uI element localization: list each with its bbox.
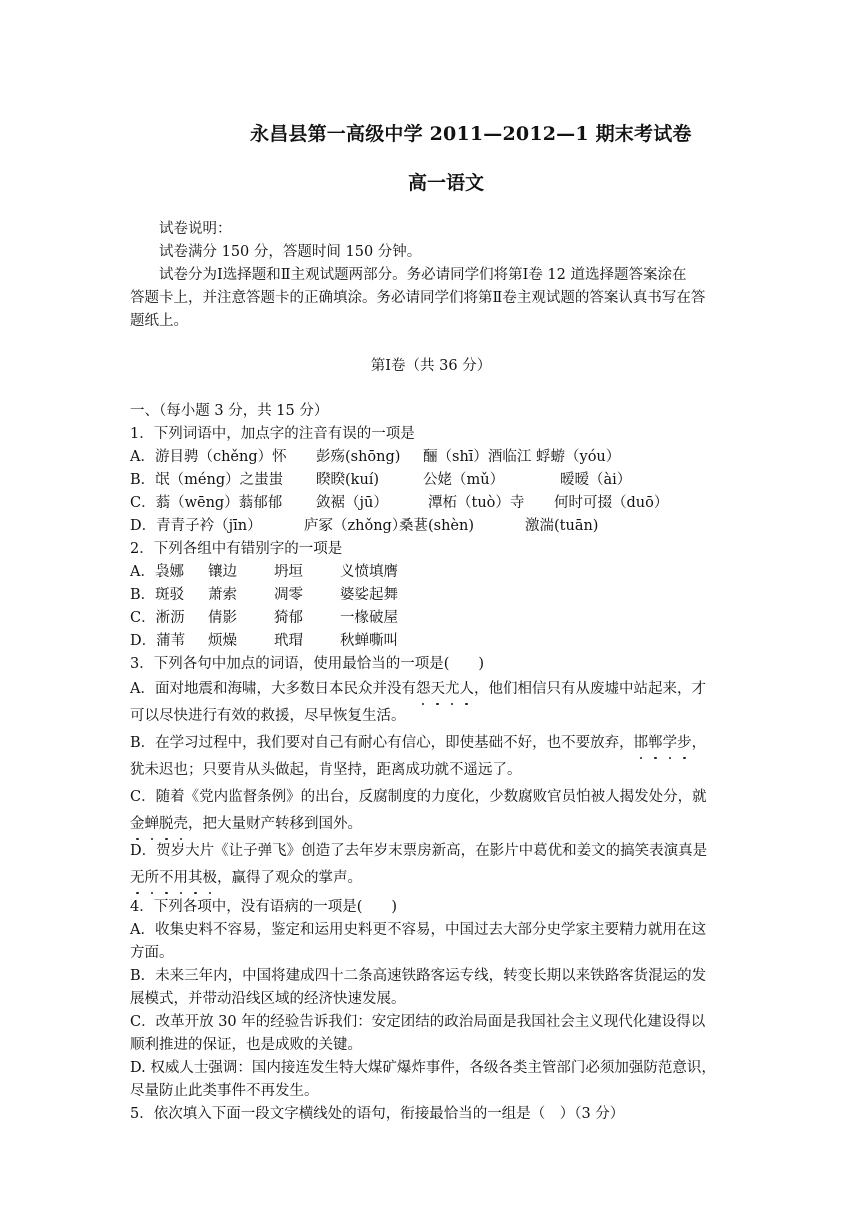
question-stem: 1．下列词语中，加点字的注音有误的一项是 (130, 426, 415, 442)
instructions-heading: 试卷说明： (159, 221, 232, 237)
dotted-char: 郸 (648, 730, 663, 757)
instructions-line: 题纸上。 (130, 313, 188, 329)
option-row: A．游目骋（chěng）怀 彭殇(shōng) 酾（shī）酒临江 蜉蝣（yóu） (130, 449, 621, 465)
dotted-char: 步 (677, 730, 692, 757)
option-text: 金蝉脱壳，把大量财产转移到国外。 (130, 811, 732, 838)
dotted-char: 怨 (416, 676, 431, 703)
instructions-line: 试卷满分 150 分，答题时间 150 分钟。 (159, 244, 422, 260)
exam-body (130, 218, 732, 1126)
option-text: 犹未迟也；只要肯从头做起，肯坚持，距离成功就不遥远了。 (130, 762, 522, 778)
dotted-char: 蝉 (145, 811, 160, 838)
option-row: C．淅沥 倩影 猗郁 一椽破屋 (130, 610, 398, 626)
option-row: D．青青子衿（jīn） 庐冢（zhǒng）桑葚(shèn) 激湍(tuān) (130, 518, 599, 534)
option-text: 无所不用其极，赢得了观众的掌声。 (130, 865, 732, 892)
dotted-char: 尤 (445, 676, 460, 703)
dotted-char: 无 (130, 865, 145, 892)
option-row: D．蒲苇 烦燥 玳瑁 秋蝉嘶叫 (130, 633, 398, 649)
option-row: A．袅娜 镶边 坍垣 义愤填膺 (130, 564, 398, 580)
dotted-char: 壳 (174, 811, 189, 838)
dotted-word (634, 735, 692, 751)
question-stem: 5．依次填入下面一段文字横线处的语句，衔接最恰当的一组是（ ）（3 分） (130, 1106, 625, 1122)
dotted-char: 其 (188, 865, 203, 892)
question-stem: 3．下列各句中加点的词语，使用最恰当的一项是( ) (130, 656, 485, 672)
option-text: D. 权威人士强调：国内接连发生特大煤矿爆炸事件，各级各类主管部门必须加强防范意识， (130, 1060, 716, 1076)
dotted-char: 学 (663, 730, 678, 757)
dotted-word (130, 870, 217, 886)
dotted-char: 天 (430, 676, 445, 703)
dotted-char: 用 (174, 865, 189, 892)
option-text: C．随着《党内监督条例》的出台，反腐制度的力度化，少数腐败官员怕被人揭发处分，就 (130, 789, 707, 805)
dotted-char: 金 (130, 811, 145, 838)
dotted-word (130, 816, 188, 832)
option-text: C．改革开放 30 年的经验告诉我们：安定团结的政治局面是我国社会主义现代化建设得以 (130, 1014, 706, 1030)
part-title: 第Ⅰ卷（共 36 分） (370, 358, 492, 374)
dotted-char: 邯 (634, 730, 649, 757)
instructions-line: 答题卡上，并注意答题卡的正确填涂。务必请同学们将第Ⅱ卷主观试题的答案认真书写在答 (130, 290, 706, 306)
option-text: 可以尽快进行有效的救援，尽早恢复生活。 (130, 708, 406, 724)
option-text: D．贺岁大片《让子弹飞》创造了去年岁末票房新高，在影片中葛优和姜文的搞笑表演真是 (130, 843, 708, 859)
question-stem: 4．下列各项中，没有语病的一项是( ) (130, 899, 398, 915)
instructions-line: 试卷分为Ⅰ选择题和Ⅱ主观试题两部分。务必请同学们将第Ⅰ卷 12 道选择题答案涂在 (159, 267, 687, 283)
dotted-char: 所 (145, 865, 160, 892)
option-text: 展模式，并带动沿线区域的经济快速发展。 (130, 991, 406, 1007)
option-text: 顺利推进的保证，也是成败的关键。 (130, 1037, 362, 1053)
dotted-char: 脱 (159, 811, 174, 838)
dotted-word (416, 681, 474, 697)
dotted-char: 不 (159, 865, 174, 892)
option-row: C．蓊（wēng）蓊郁郁 敛裾（jū） 潭柘（tuò）寺 何时可掇（duō） (130, 495, 669, 511)
option-text: B．未来三年内，中国将建成四十二条高速铁路客运专线，转变长期以来铁路客货混运的发 (130, 968, 707, 984)
option-text: A．收集史料不容易，鉴定和运用史料更不容易，中国过去大部分史学家主要精力就用在这 (130, 922, 706, 938)
exam-title: 永昌县第一高级中学 2011—2012—1 期末考试卷 (250, 123, 692, 145)
option-row: B．斑驳 萧索 凋零 婆娑起舞 (130, 587, 398, 603)
dotted-char: 人 (459, 676, 474, 703)
option-text: 尽量防止此类事件不再发生。 (130, 1083, 319, 1099)
option-text: B．在学习过程中，我们要对自己有耐心有信心，即使基础不好，也不要放弃，邯郸学步， (130, 730, 732, 757)
option-row: B．氓（méng）之蚩蚩 睽睽(kuí) 公姥（mǔ） 暧暧（ài） (130, 472, 632, 488)
question-stem: 2．下列各组中有错别字的一项是 (130, 541, 343, 557)
option-text: A．面对地震和海啸，大多数日本民众并没有怨天尤人，他们相信只有从废墟中站起来，才 (130, 676, 732, 703)
section-heading: 一、（每小题 3 分，共 15 分） (130, 403, 329, 419)
option-text: 方面。 (130, 945, 174, 961)
dotted-char: 极 (203, 865, 218, 892)
exam-subject: 高一语文 (408, 172, 485, 194)
